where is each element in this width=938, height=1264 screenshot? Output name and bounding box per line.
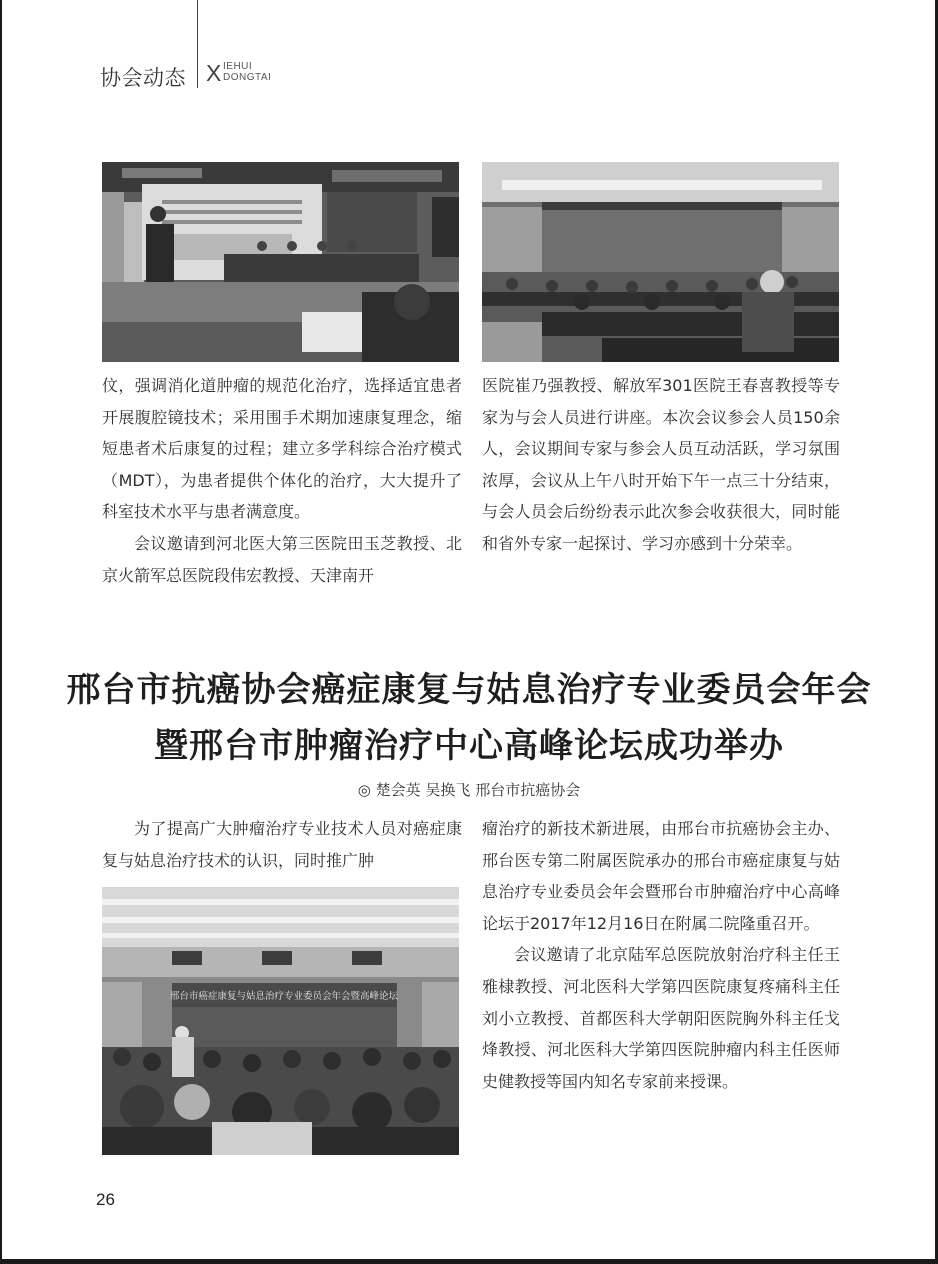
photo-audience-hall bbox=[482, 162, 839, 362]
article-right-paragraph-1: 瘤治疗的新技术新进展，由邢台市抗癌协会主办、邢台医专第二附属医院承办的邢台市癌症康复与姑息治疗专业委员会年会暨邢台市肿瘤治疗中心高峰论坛于2017年12月16日在附属二院隆重召开。 bbox=[482, 819, 840, 933]
section-logo-letter: X bbox=[206, 60, 222, 86]
continued-left-paragraph-2: 会议邀请到河北医大第三医院田玉芝教授、北京火箭军总医院段伟宏教授、天津南开 bbox=[102, 533, 462, 585]
header-divider bbox=[197, 0, 198, 88]
article-title-line-1: 邢台市抗癌协会癌症康复与姑息治疗专业委员会年会 bbox=[66, 670, 872, 710]
article-right-column bbox=[482, 813, 840, 1097]
section-logo-line2: DONGTAI bbox=[223, 72, 272, 83]
photo-stage-speaker bbox=[102, 162, 459, 362]
forum-banner-text: 邢台市癌症康复与姑息治疗专业委员会年会暨高峰论坛 bbox=[169, 991, 399, 1002]
continued-right-paragraph-1: 医院崔乃强教授、解放军301医院王春喜教授等专家为与会人员进行讲座。本次会议参会人员150余人，会议期间专家与参会人员互动活跃，学习氛围浓厚，会议从上午八时开始下午一点三十分结束，与会人员会后纷纷表示此次参会收获很大，同时能和省外专家一起探讨、学习亦感到十分荣幸。 bbox=[482, 376, 840, 553]
photo-forum-venue bbox=[102, 887, 459, 1155]
section-title: 协会动态 bbox=[100, 66, 186, 90]
page-frame-left bbox=[0, 0, 2, 1264]
continued-left-paragraph-1: 伩，强调消化道肿瘤的规范化治疗，选择适宜患者开展腹腔镜技术；采用围手术期加速康复理念，缩短患者术后康复的过程；建立多学科综合治疗模式（MDT），为患者提供个体化的治疗，大大提升了科室技术水平与患者满意度。 bbox=[102, 376, 462, 522]
article-left-paragraph-1: 为了提高广大肿瘤治疗专业技术人员对癌症康复与姑息治疗技术的认识，同时推广肿 bbox=[102, 819, 462, 870]
article-right-paragraph-2: 会议邀请了北京陆军总医院放射治疗科主任王雅棣教授、河北医科大学第四医院康复疼痛科主任刘小立教授、首都医科大学朝阳医院胸外科主任戈烽教授、河北医科大学第四医院肿瘤内科主任医师史健教授等国内知名专家前来授课。 bbox=[482, 945, 840, 1091]
page-frame-bottom bbox=[0, 1259, 938, 1264]
article-left-column bbox=[102, 813, 462, 876]
section-logo-line1: IEHUI bbox=[223, 61, 253, 72]
page-number: 26 bbox=[96, 1190, 115, 1209]
continued-article-left-column bbox=[102, 370, 462, 591]
continued-article-right-column bbox=[482, 370, 840, 560]
article-byline: ◎ 楚会英 吴换飞 邢台市抗癌协会 bbox=[357, 781, 581, 799]
article-title-line-2: 暨邢台市肿瘤治疗中心高峰论坛成功举办 bbox=[154, 726, 784, 766]
